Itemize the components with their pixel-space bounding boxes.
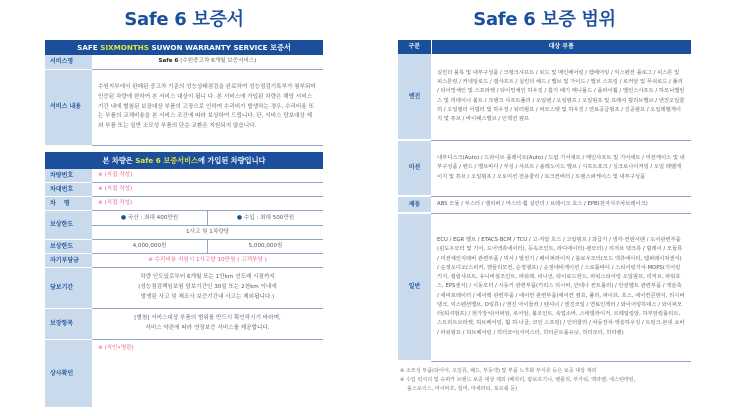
coverage-limit-label: 보상한도 [45, 211, 92, 240]
bullet-dot-icon: ● [236, 214, 243, 222]
note-luxury-exclusion: ※ 수입 럭셔리 및 슈퍼카 브랜드 보증 대상 제외 (페라리, 람보르기니, 벤틀리, 부가티, 맥라렌, 애스턴마틴, [400, 377, 636, 384]
certificate-banner: SAFE SIXMONTHS SUWON WARRANTY SERVICE 보증서 [45, 40, 323, 55]
service-content-value: 수원지부에서 판매된 중고차 기준의 성능상태점검을 완료하여 성능점검기록부가 첨부되어 인증된 차량에 한하여 본 서비스 대상이 됩니 다. 본 서비스에 가입된 차량은 해당 서비스 기간 내에 별첨된 보장대상 부품의 고장으로 인하여 수리비가 발생하는 경우, 수리비용 또는 부품의 교체비용을 본 서비스 조건에 따라 보상하여 드립니다. 단, 서비스 담보대상 제외 부품 또는 일반 소모성 부품의 단순 교환은 지원되지 않습니다. [92, 69, 323, 145]
parts-general: ECU / EGR 밸브 / ETACS·BCM / TCU / 고·저압 호스 / 고압펌프 / 과급기 / 냉각·컨덴서팬 / 도어관련부품(윈도우모터 및 기어, 도어액츄에이터), 등속조인트, 라디에이터(·팬모터) / 리저브 탱크류 / 릴레이 / 모듈류 / 미션체인지레버 관련부품 / 믹서 / 발전기 / 베이퍼라이저 / 블로우모터(모드 액츄에이터, 템퍼레이쳐센서) / 순정오디오(스피커, 핸들리모컨, 순정앰프) / 순정네비게이션 / 스로틀바디 / 스티어링기어·MDPS(기어링키지, 컬럼샤프트, 유니버셜조인트, 파워팩, 피니언, 타이로드엔드, 파워스티어링 오일펌프, 리저브, 파워호스, EPS센서) / 시동모터 / 시동키 관련부품(키리스 리시버, 안테나 컨트롤러) / 안전벨트 관련부품 / 액슬축 / 에바포레이터 / 에어백 관련부품 / 에어컨 관련부품(에어컨 컴프, 풀리, 파이프, 호스, 에어컨콘덴서, 리시버탱크, 익스펜션밸브, O링류) / 엔진 아이들러 / 텐셔너 / 엔진코일 / 연료인젝터 / 와이어링하네스 / 와이퍼모터(워셔펌프) / 현가장치(어퍼암, 로어암, 볼조인트, 쇽업소바, 스태빌라이저, 트레일링암, 하부암컴플리트, 스트러트브라켓, 허브베어링, 휠 허·너클, 코인 스프링) / 인터쿨러 / 차동장치·액슬하우징 / 트렁크·본넷 쇼바 / 파워펌프 / 허브베어링 / 히터코어(서미스터, 히터콘트롤유닛, 히터모터, 히터팬) [431, 213, 691, 361]
coverage-amount-label: 보상한도 [45, 240, 92, 254]
row-vehicle-number [45, 169, 323, 183]
header-parts: 대상 부품 [431, 40, 691, 54]
enrolled-banner: 본 차량은 Safe 6 보증서비스에 가입된 차량입니다 [45, 152, 323, 169]
deductible-value: ※ 수리비용 지원시 1사고당 10만원 ( 고객부담 ) [92, 254, 323, 268]
dealer-confirm-label: 상사확인 [45, 340, 92, 407]
coverage-notes [398, 367, 691, 394]
warranty-period-label: 담보기간 [45, 268, 92, 309]
coverage-items-value: [별첨] 서비스대상 부품의 범위를 반드시 확인하시기 바라며, 서비스 약관에 따라 연장보증 서비스를 제공합니다. [92, 309, 323, 340]
coverage-row-brake [398, 196, 691, 213]
warranty-period-value: 차량 인도일로부터 6개월 또는 1만km 선도래 시점까지 (성능점검책임보험 담보기간인 30일 또는 2천km 이내에 발생된 사고 및 제조사 보증기간내 사고는 제외됩니다.) [92, 268, 323, 309]
service-content-label: 서비스 내용 [45, 69, 92, 145]
vehicle-number-field[interactable]: ※ (직접 작성) [92, 169, 323, 183]
banner-highlight: SIXMONTHS [100, 43, 149, 52]
vehicle-info-table [45, 169, 323, 407]
service-name-value: Safe 6 (수원중고차 6개월 보증서비스) [92, 55, 323, 69]
row-vehicle-name [45, 197, 323, 211]
dealer-seal-field[interactable]: ※ (직인•명판) [98, 345, 134, 351]
row-dealer-confirm [45, 340, 323, 407]
chassis-number-label: 차대번호 [45, 183, 92, 197]
warranty-coverage-scope [398, 0, 691, 394]
service-info-table [45, 55, 323, 146]
coverage-per-unit: 1사고 및 1차량당 [92, 226, 323, 240]
warranty-certificate [45, 0, 323, 407]
coverage-domestic: ● 국산 : 최대 400만원 [92, 211, 208, 226]
coverage-amount-domestic: 4,000,000원 [92, 240, 208, 254]
category-transmission: 미션 [398, 140, 431, 196]
row-service-name [45, 55, 323, 69]
category-general: 일반 [398, 213, 431, 361]
row-chassis-number [45, 183, 323, 197]
coverage-items-label: 보장항목 [45, 309, 92, 340]
parts-brake: ABS 모듈 / 부스터 / 캘리퍼 / 마스터·휠 실린더 / 브레이크 호스 / EPB(전자식주차브레이크) [431, 196, 691, 213]
vehicle-name-label: 차 명 [45, 197, 92, 211]
coverage-parts-table [398, 40, 691, 362]
vehicle-name-field[interactable]: ※ (직접 작성) [92, 197, 323, 211]
note-consumables: ※ 소모성 부품(타이어, 오일류, 패드, 부동액) 및 부품 노후화 부식류 등은 보증 대상 제외 [400, 368, 597, 374]
bullet-dot-icon: ● [120, 214, 127, 222]
parts-transmission: 내부디스크(Auto) / 드라이브 플레이트(Auto) / 드럼 기어세트 / 메인샤프트 및 기어세트 / 미션케이스 및 내부구성품 / 밴드 / 밸브바디 / 부싱 / 샤프트 / 솔레노이드 밸브 / 시프트포크 / 싱크로나이저링 / 오일 레벨게이지 및 튜브 / 오일펌프 / 오토미션 전용쿨러 / 토크컨버터 / 트랜스퍼케이스 및 내부구성품 [431, 140, 691, 196]
row-deductible [45, 254, 323, 268]
row-warranty-period [45, 268, 323, 309]
header-category: 구분 [398, 40, 431, 54]
deductible-label: 자기부담금 [45, 254, 92, 268]
row-coverage-amount [45, 240, 323, 254]
service-name-label: 서비스명 [45, 55, 92, 69]
coverage-imported: ● 수입 : 최대 500만원 [208, 211, 324, 226]
coverage-amount-imported: 5,000,000원 [208, 240, 324, 254]
vehicle-number-label: 차량번호 [45, 169, 92, 183]
category-brake: 제동 [398, 196, 431, 213]
parts-engine: 실린더 블록 및 내부구성품 / 크랭크샤프트 / 로드 및 메인베어링 / 캠베어링 / 익스펜션 플로그 / 피스톤 및 피스톤링 / 커넥팅로드 / 캠샤프트 / 실린더 헤드 / 밸브 및 가이드 / 밸브 스프링 / 로커암 및 푸쉬로드 / 풀리 / 타이밍체인 및 스프라켓 / 타이밍체인 하우징 / 흡기 배기 매니폴드 / 플라이휠 / 밸런스샤프트 / 하모닉밸런스 및 리테이너 볼트 / 크랭크 샤프트풀리 / 오일팬 / 오일펌프 / 오일펌프 및 프레셔 릴리브밸브 / 엔진오일쿨러 / 오일필터 어댑터 및 하우징 / 워터펌프 / 써모스탯 및 하우징 / 연료공급펌프 / 진공펌프 / 오일레벨게이지 및 튜브 / 바이패스밸브 / 인젝션 펌프 [431, 54, 691, 140]
row-coverage-items [45, 309, 323, 340]
coverage-row-general [398, 213, 691, 361]
coverage-row-transmission [398, 140, 691, 196]
coverage-title: Safe 6 보증 범위 [473, 9, 616, 30]
coverage-table-header [398, 40, 691, 54]
category-engine: 엔진 [398, 54, 431, 140]
certificate-title: Safe 6 보증서 [124, 9, 244, 30]
note-luxury-exclusion-cont: 롤스로이스, 마이바흐, 험머, 마세라티, 포르쉐 등) [407, 386, 518, 393]
row-coverage-limit-top [45, 211, 323, 226]
row-service-content [45, 69, 323, 145]
chassis-number-field[interactable]: ※ (직접 작성) [92, 183, 323, 197]
coverage-row-engine [398, 54, 691, 140]
